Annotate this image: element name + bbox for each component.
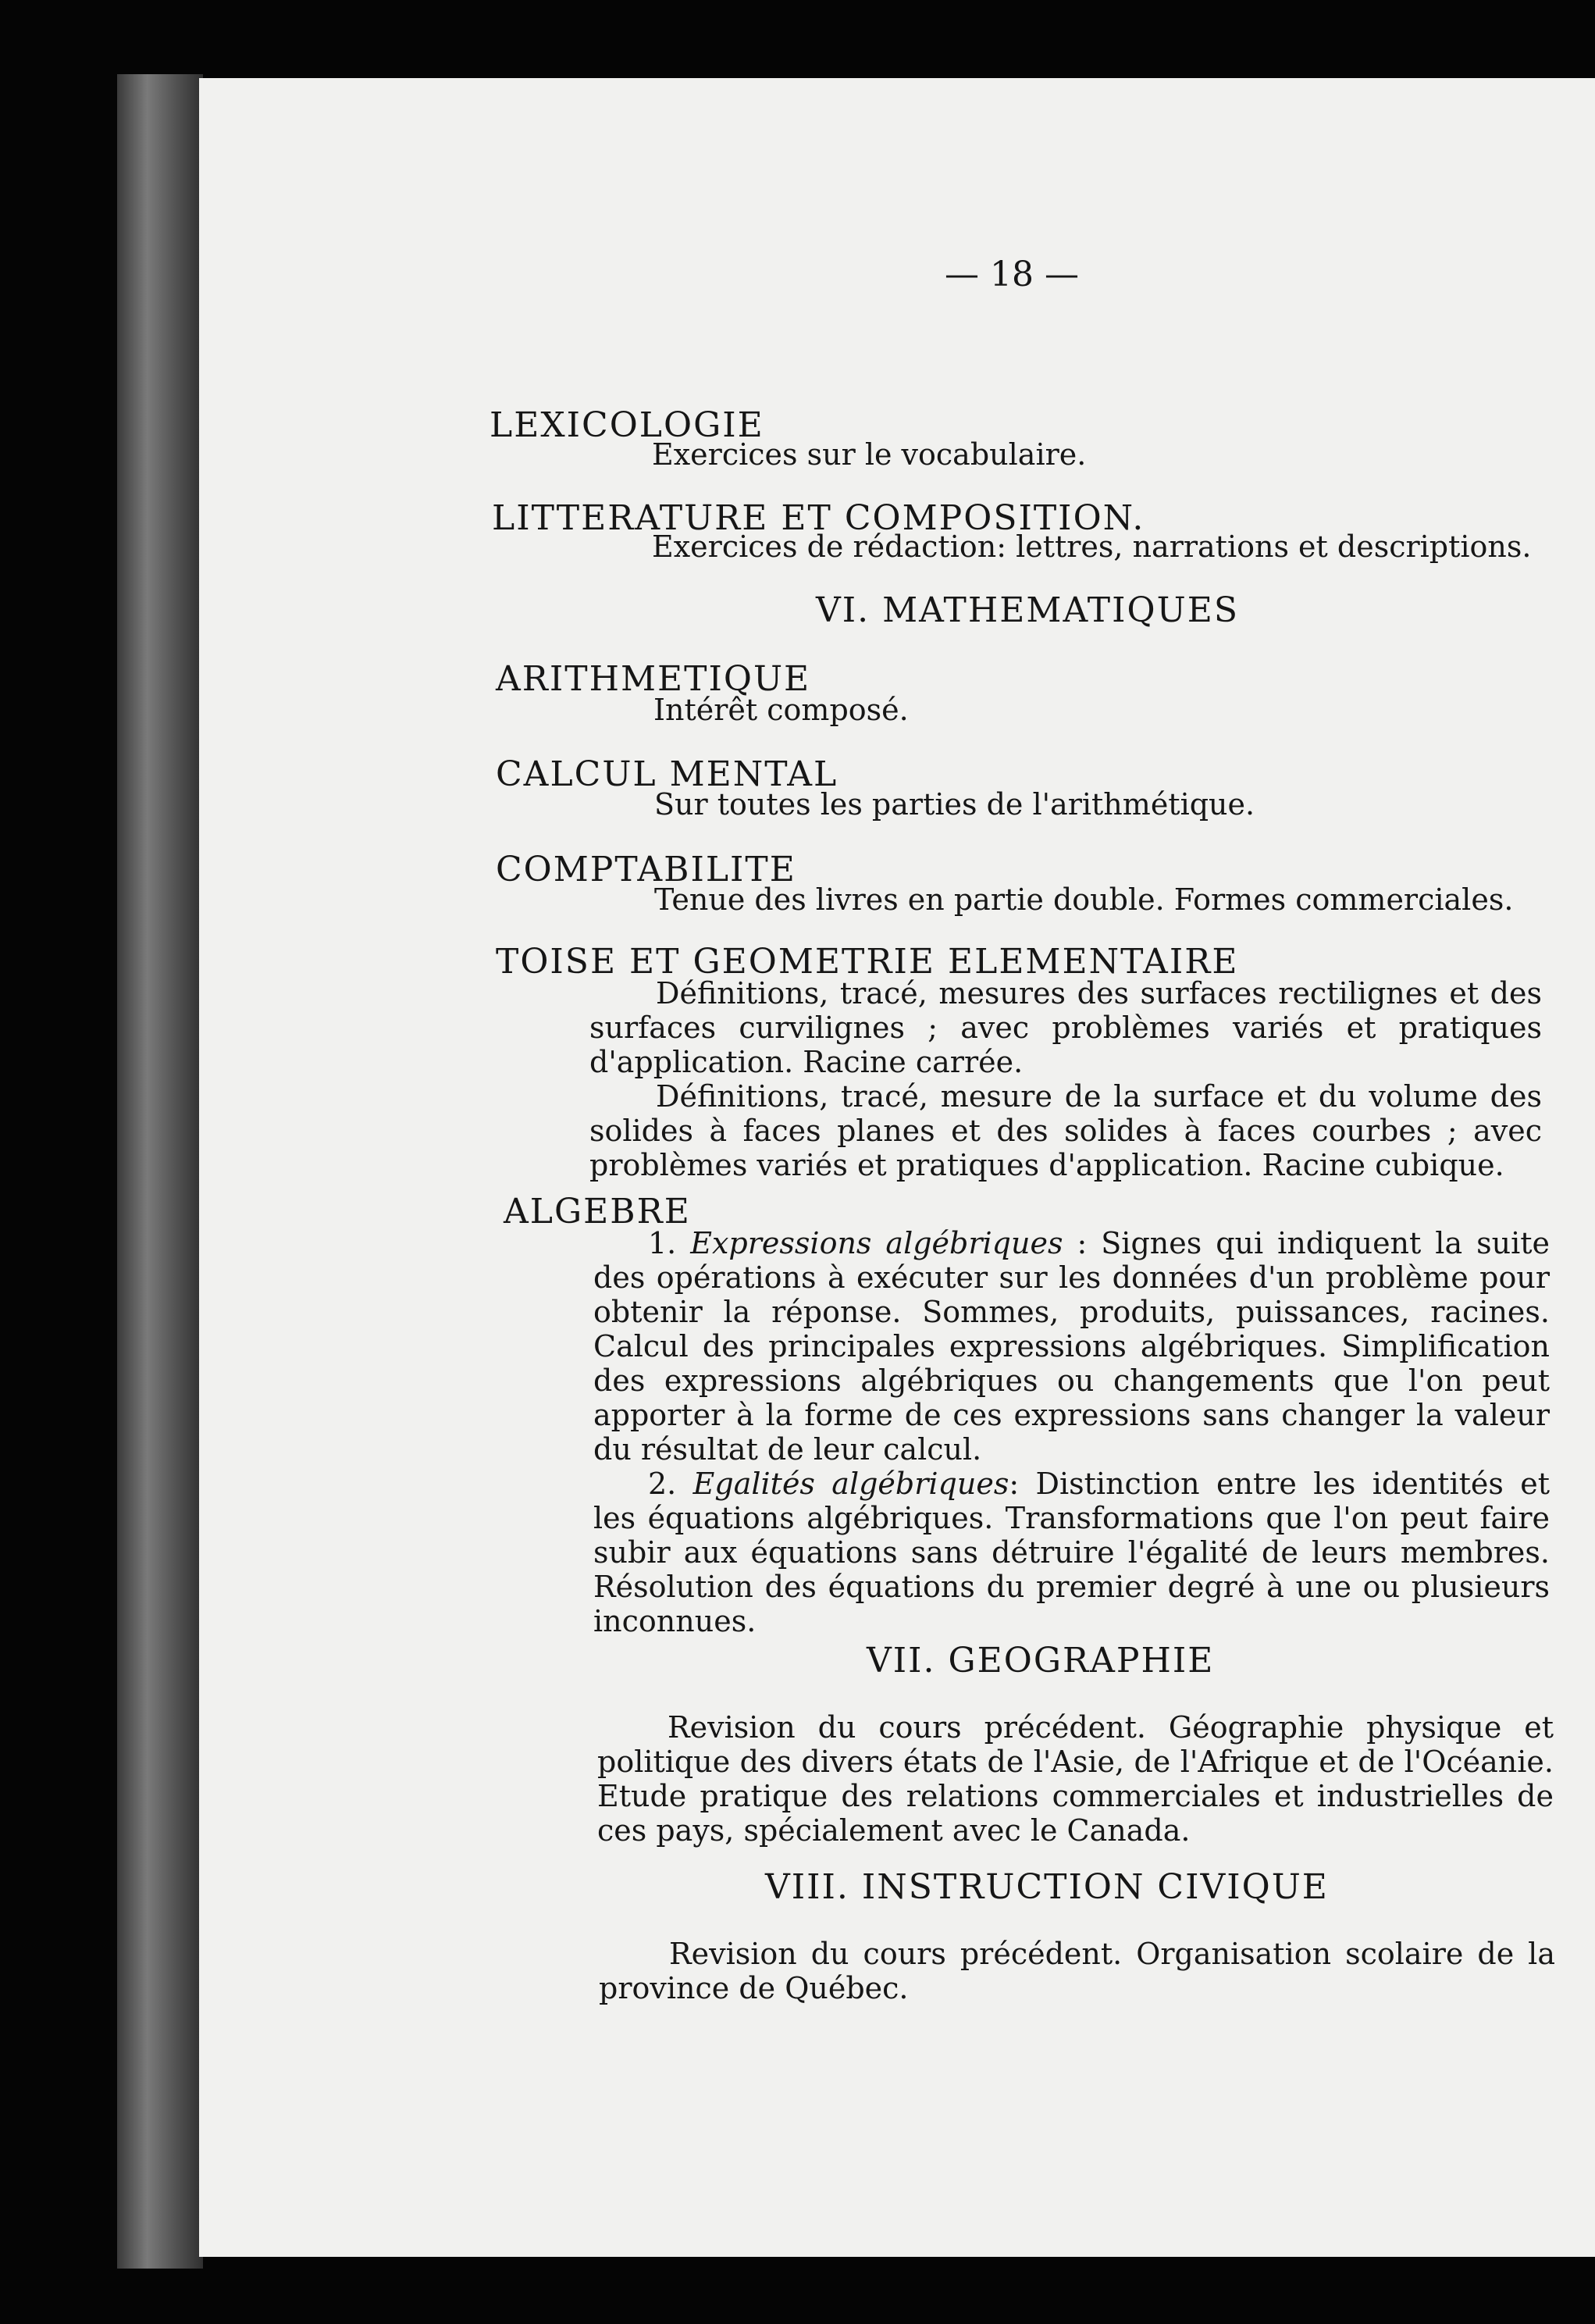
civique-body bbox=[599, 1937, 1555, 2005]
algebre-item-1 bbox=[593, 1226, 1550, 1467]
heading-lexicologie: LEXICOLOGIE bbox=[490, 405, 764, 445]
toise-paragraph-2: Définitions, tracé, mesure de la surface et du volume des solides à faces planes et des solides à faces courbes ; avec problèmes variés et pratiques d'application. Racine cubique. bbox=[589, 1079, 1542, 1182]
page-number: — 18 — bbox=[945, 255, 1079, 294]
algebre-item-1-label: Expressions algébriques bbox=[690, 1226, 1063, 1260]
algebre-item-2 bbox=[593, 1467, 1550, 1638]
heading-mathematiques: VI. MATHEMATIQUES bbox=[816, 590, 1239, 630]
geographie-paragraph: Revision du cours précédent. Géographie physique et politique des divers états de l'Asie, de l'Afrique et de l'Océanie. Etude pratique des relations commerciales et industrielles de ces pays, spécialement avec le Canada. bbox=[597, 1710, 1554, 1848]
heading-toise-geometrie: TOISE ET GEOMETRIE ELEMENTAIRE bbox=[496, 942, 1239, 982]
heading-geographie: VII. GEOGRAPHIE bbox=[867, 1641, 1215, 1681]
heading-comptabilite: COMPTABILITE bbox=[496, 850, 796, 889]
text-litterature: Exercices de rédaction: lettres, narrations et descriptions. bbox=[652, 529, 1532, 564]
algebre-item-2-text: : Distinction entre les identités et les équations algébriques. Transformations que l'on peut faire subir aux équations sans détruire l'égalité de leurs membres. Résolution des équations du premier degré à une ou plusieurs inconnues. bbox=[593, 1467, 1550, 1638]
text-calcul-mental: Sur toutes les parties de l'arithmétique. bbox=[654, 787, 1255, 822]
text-comptabilite: Tenue des livres en partie double. Formes commerciales. bbox=[654, 882, 1514, 917]
algebre-item-1-text: : Signes qui indiquent la suite des opérations à exécuter sur les données d'un problème pour obtenir la réponse. Sommes, produits, puissances, racines. Calcul des principales expressions algébriques. Simplification des expressions algébriques ou changements que l'on peut apporter à la forme de ces expressions sans changer la valeur du résultat de leur calcul. bbox=[593, 1226, 1550, 1467]
geographie-body bbox=[597, 1710, 1554, 1848]
toise-body bbox=[589, 976, 1542, 1182]
heading-arithmetique: ARITHMETIQUE bbox=[496, 659, 811, 699]
algebre-body bbox=[593, 1226, 1550, 1638]
algebre-item-2-label: Egalités algébriques bbox=[692, 1467, 1009, 1501]
text-arithmetique: Intérêt composé. bbox=[653, 693, 909, 727]
heading-litterature: LITTERATURE ET COMPOSITION. bbox=[492, 498, 1145, 538]
algebre-item-1-number: 1. bbox=[648, 1226, 677, 1260]
book-spine-edge bbox=[117, 74, 203, 2269]
document-page bbox=[199, 78, 1595, 2257]
heading-algebre: ALGEBRE bbox=[504, 1192, 691, 1232]
text-lexicologie: Exercices sur le vocabulaire. bbox=[652, 437, 1087, 472]
toise-paragraph-1: Définitions, tracé, mesures des surfaces rectilignes et des surfaces curvilignes ; avec problèmes variés et pratiques d'application. Racine carrée. bbox=[589, 976, 1542, 1079]
heading-instruction-civique: VIII. INSTRUCTION CIVIQUE bbox=[765, 1867, 1329, 1907]
algebre-item-2-number: 2. bbox=[648, 1467, 677, 1501]
civique-paragraph: Revision du cours précédent. Organisation scolaire de la province de Québec. bbox=[599, 1937, 1555, 2005]
heading-calcul-mental: CALCUL MENTAL bbox=[496, 754, 838, 794]
